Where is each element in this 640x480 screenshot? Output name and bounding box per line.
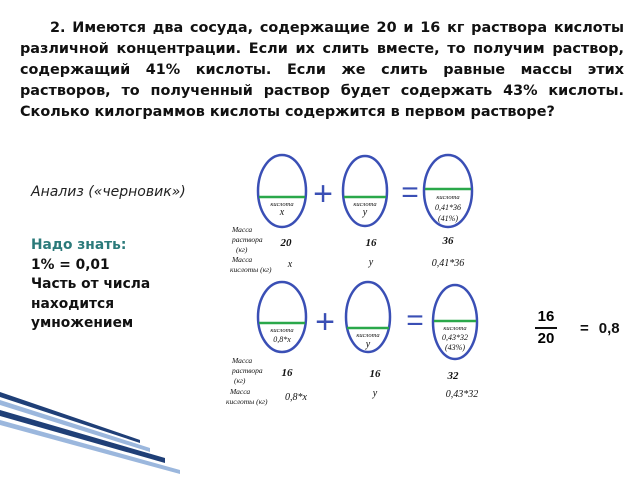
analysis-label: Анализ («черновик») [31,184,186,200]
row1-mass-label-2: раствора [232,235,263,244]
row2-v1-value: 0,8*x [273,335,291,344]
row2-mass-2: 16 [369,368,381,380]
row2-plus-operator: + [315,303,335,341]
fraction-equals: = [580,320,589,337]
row1-v1-value: x [279,207,285,218]
row2-vessel-1 [258,282,306,352]
row2-acid-label-1: Масса [230,387,251,396]
row1-v3-value: 0,41*36 [435,203,461,212]
row2-acid-3: 0,43*32 [445,389,479,400]
row1-vessel-2 [343,156,387,226]
row1-vessel-1 [258,155,306,227]
row2-vessel-3 [433,285,477,359]
row1-plus-operator: + [313,175,333,213]
row1-vessel-3 [424,155,472,227]
row1-mass-label-3: (кг) [236,245,248,254]
know-line-1: 1% = 0,01 [31,256,110,273]
row1-v3-label: кислота [436,194,460,201]
row2-mass-label-1: Масса [232,356,253,365]
row2-v2-value: y [365,339,371,350]
problem-text: 2. Имеются два сосуда, содержащие 20 и 16 кг раствора кислоты различной концентрации. Если их слить вместе, то получим раствор, содержащий 41% кислоты. Если же слить равные массы этих растворов, то полученный раствор будет содержать 43% кислоты. Сколько килограммов кислоты содержится в первом растворе? [20,20,624,120]
row1-acid-1: x [287,259,293,270]
row2-v3-label: кислота [443,325,467,332]
row1-acid-label-1: Масса [232,255,253,264]
know-line-2: Часть от числа [31,276,151,292]
row1-mass-1: 20 [280,237,292,249]
row1-mass-2: 16 [365,237,377,249]
fraction-value: 0,8 [598,320,620,337]
row2-acid-label [226,387,268,406]
decorative-stripes [0,392,180,474]
row2-mass-3: 32 [447,370,459,382]
row1-acid-label [230,255,272,274]
row2-mass-label-3: (кг) [234,376,246,385]
row2-acid-label-2: кислоты (кг) [226,397,268,406]
row2-vessel-2 [346,282,390,352]
know-line-3: находится [31,295,115,312]
row1-acid-2: y [368,257,374,268]
row1-acid-label-2: кислоты (кг) [230,265,272,274]
row2-acid-2: y [372,388,378,399]
know-line-4: умножением [31,315,134,331]
row1-mass-label [231,225,265,254]
row2-v1-label: кислота [270,327,294,334]
row1-v2-value: y [362,207,368,218]
row2-v2-label: кислота [356,332,380,339]
fraction [535,308,557,348]
fraction-denominator: 20 [537,330,555,347]
row2-v3-extra: (43%) [445,343,465,352]
row1-mass-label-1: Масса [232,225,253,234]
row2-equals-operator: = [406,304,424,337]
fraction-result [570,320,620,337]
row2-mass-label [231,356,265,385]
row2-mass-1: 16 [281,367,293,379]
row1-v1-label: кислота [270,201,294,208]
row1-v3-extra: (41%) [438,214,458,223]
know-heading: Надо знать: [31,237,127,253]
row2-acid-1: 0,8*x [285,392,307,403]
fraction-bar [535,327,557,329]
row2-mass-label-2: раствора [232,366,263,375]
fraction-numerator: 16 [537,308,555,325]
row1-acid-3: 0,41*36 [431,258,465,269]
row1-equals-operator: = [401,176,419,209]
row1-mass-3: 36 [442,235,454,247]
row1-v2-label: кислота [353,201,377,208]
row2-v3-value: 0,43*32 [442,333,468,342]
